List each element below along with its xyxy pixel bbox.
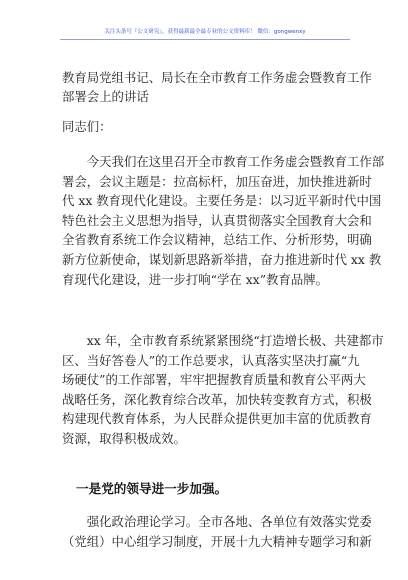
section-heading: 一是党的领导进一步加强。 [76, 481, 228, 496]
text-line: 育现代化建设，进一步打响“学在 xx”教育品牌。 [62, 271, 329, 287]
title-line: 教育局党组书记、局长在全市教育工作务虚会暨教育工作 [62, 70, 372, 85]
text-line: 代 xx 教育现代化建设。主要任务是：以习近平新时代中国 [62, 193, 382, 209]
text-line: 强化政治理论学习。全市各地、各单位有效落实党委 [62, 514, 372, 529]
paragraph-3 [62, 512, 372, 551]
text-line: 构建现代教育体系，为人民群众提供更加丰富的优质教育 [62, 411, 372, 427]
text-line: 资源，取得积极成效。 [62, 430, 186, 446]
text-line: xx 年，全市教育系统紧紧围绕“打造增长极、共建都市 [62, 333, 384, 348]
text-line: 战略任务，深化教育综合改革，加快转变教育方式，积极 [62, 391, 372, 407]
paragraph-1 [62, 152, 385, 289]
text-line: 署会，会议主题是：拉高标杆，加压奋进，加快推进新时 [62, 173, 372, 189]
salutation: 同志们： [62, 119, 112, 134]
text-line: 区、当好答卷人”的工作总要求，认真落实坚决打赢“九 [62, 352, 360, 368]
text-line: 全省教育系统工作会议精神，总结工作、分析形势，明确 [62, 232, 372, 248]
header-divider [60, 39, 350, 40]
text-line: 特色社会主义思想为指导，认真贯彻落实全国教育大会和 [62, 212, 372, 228]
text-line: 新方位新使命，谋划新思路新举措，奋力推进新时代 xx 教 [62, 251, 382, 267]
document-title [62, 68, 372, 106]
text-line: （党组）中心组学习制度，开展十九大精神专题学习和新 [62, 533, 372, 549]
text-line: 场硬仗”的工作部署，牢牢把握教育质量和教育公平两大 [62, 372, 366, 388]
text-line: 今天我们在这里召开全市教育工作务虚会暨教育工作部 [62, 154, 385, 169]
header-banner: 关注头条号『公文研究』，获得最新最全最专业的公文资料库！ 微信：gongwenxy [104, 29, 306, 35]
title-line: 部署会上的讲话 [62, 89, 149, 104]
paragraph-2 [62, 331, 384, 449]
